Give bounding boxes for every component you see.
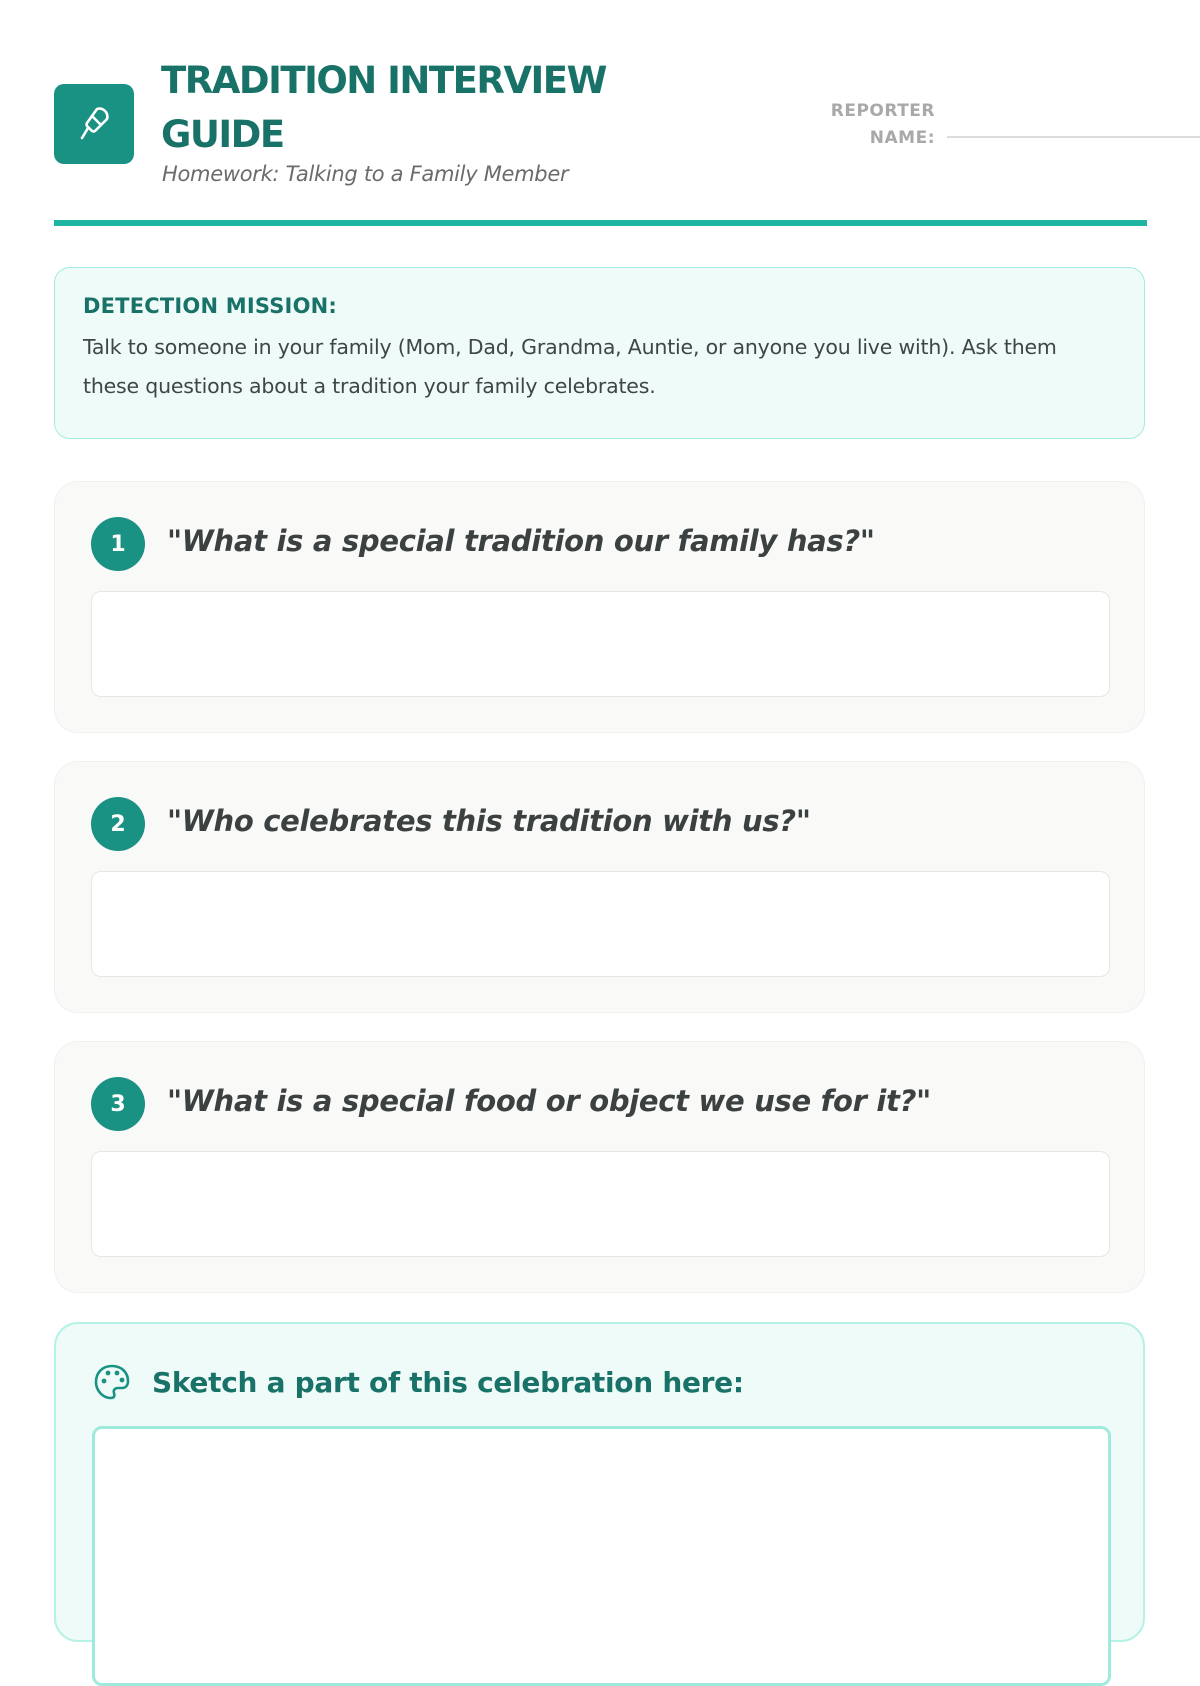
answer-box[interactable] <box>91 1151 1110 1257</box>
mission-text: Talk to someone in your family (Mom, Dad, Grandma, Auntie, or anyone you live with). Ask them these questions about a tradition your family celebrates. <box>83 335 1057 398</box>
question-card <box>54 1041 1145 1293</box>
microphone-icon <box>76 104 112 144</box>
question-number-badge: 2 <box>91 797 145 851</box>
worksheet-page <box>54 0 1147 1399</box>
page-subtitle: Homework: Talking to a Family Member <box>162 162 569 186</box>
reporter-name-field[interactable] <box>754 98 1200 148</box>
palette-icon <box>92 1362 132 1402</box>
mission-title: DETECTION MISSION: <box>83 294 337 318</box>
sketch-section <box>54 1322 1145 1642</box>
sketch-title: Sketch a part of this celebration here: <box>152 1366 744 1399</box>
header <box>54 0 1147 226</box>
answer-box[interactable] <box>91 591 1110 697</box>
answer-box[interactable] <box>91 871 1110 977</box>
sketch-drawing-area[interactable] <box>92 1426 1111 1686</box>
question-number-badge: 3 <box>91 1077 145 1131</box>
question-number-badge: 1 <box>91 517 145 571</box>
question-text: "What is a special tradition our family has?" <box>167 524 875 558</box>
page-title: TRADITION INTERVIEW GUIDE <box>161 59 606 156</box>
question-card <box>54 481 1145 733</box>
question-text: "Who celebrates this tradition with us?" <box>167 804 811 838</box>
mission-box <box>54 267 1145 439</box>
header-divider <box>54 220 1147 226</box>
logo-badge <box>54 84 134 164</box>
question-card <box>54 761 1145 1013</box>
reporter-name-line[interactable] <box>947 136 1200 138</box>
reporter-name-label: REPORTER NAME: <box>830 101 935 148</box>
question-text: "What is a special food or object we use for it?" <box>167 1084 931 1118</box>
